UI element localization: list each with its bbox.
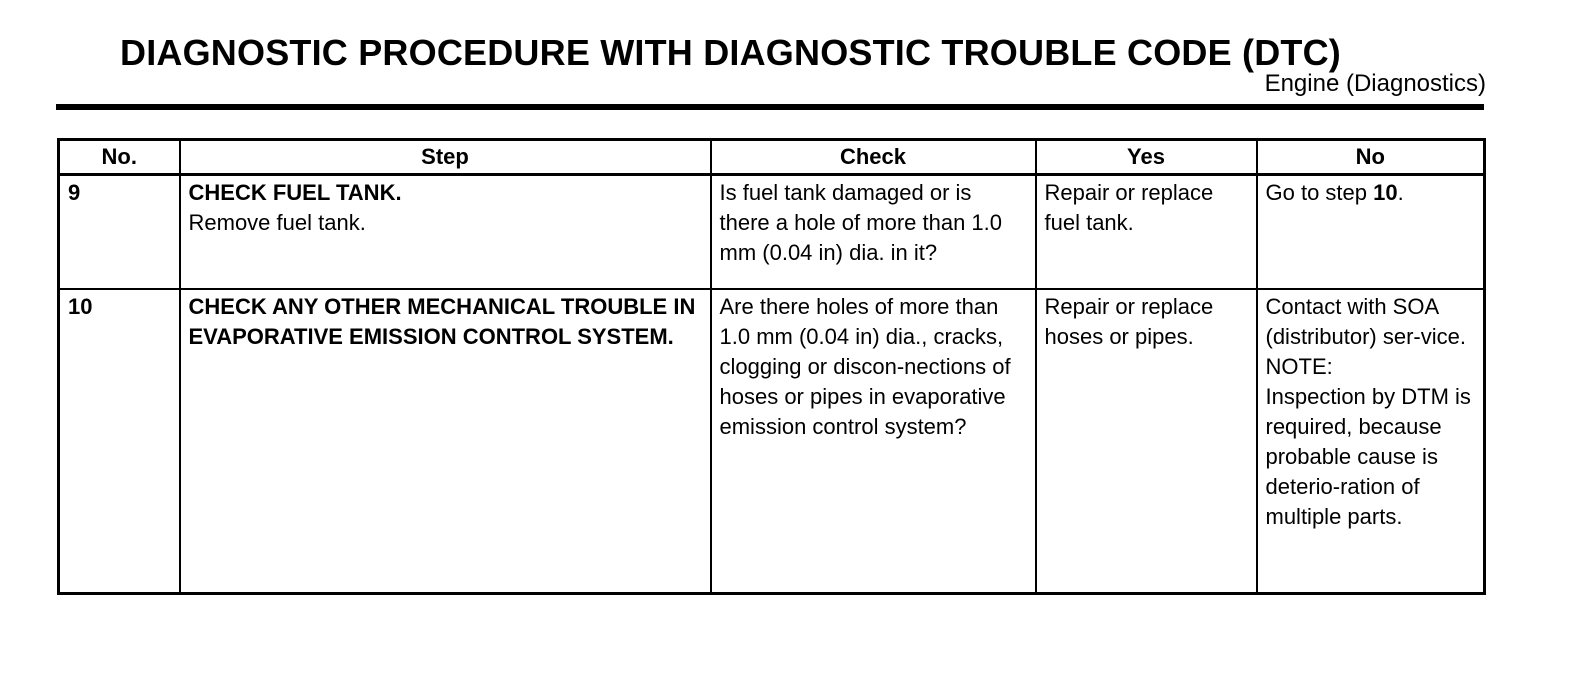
table-header [59,140,1485,175]
note-text: Inspection by DTM is required, because probable cause is deterio-ration of multiple parts. [1265,384,1471,529]
title-divider [56,104,1484,110]
table-row [59,289,1485,594]
yes-cell: Repair or replace hoses or pipes. [1036,289,1257,594]
step-title: CHECK ANY OTHER MECHANICAL TROUBLE IN EVAPORATIVE EMISSION CONTROL SYSTEM. [188,294,696,349]
check-cell: Is fuel tank damaged or is there a hole of more than 1.0 mm (0.04 in) dia. in it? [711,175,1036,290]
page-subtitle: Engine (Diagnostics) [1264,70,1486,97]
step-number: 10 [59,289,180,594]
table-row [59,175,1485,290]
contact-text: Contact with SOA (distributor) ser-vice. [1265,294,1466,349]
no-cell [1257,289,1485,594]
step-number: 9 [59,175,180,290]
column-header-step: Step [180,140,711,175]
no-cell [1257,175,1485,290]
column-header-no-result: No [1257,140,1485,175]
step-title: CHECK FUEL TANK. [188,180,402,205]
check-cell: Are there holes of more than 1.0 mm (0.04 in) dia., cracks, clogging or discon-nections of hoses or pipes in evaporative emission control system? [711,289,1036,594]
step-reference: 10 [1373,180,1398,205]
column-header-no: No. [59,140,180,175]
no-action-suffix: . [1397,180,1404,205]
no-action-text: Go to step [1265,180,1374,205]
column-header-check: Check [711,140,1036,175]
yes-cell: Repair or replace fuel tank. [1036,175,1257,290]
page-title: DIAGNOSTIC PROCEDURE WITH DIAGNOSTIC TROUBLE CODE (DTC) [120,32,1341,73]
note-label: NOTE: [1265,354,1333,379]
step-cell [180,289,711,594]
step-detail: Remove fuel tank. [188,210,366,235]
step-cell [180,175,711,290]
diagnostic-table [57,138,1486,595]
column-header-yes: Yes [1036,140,1257,175]
